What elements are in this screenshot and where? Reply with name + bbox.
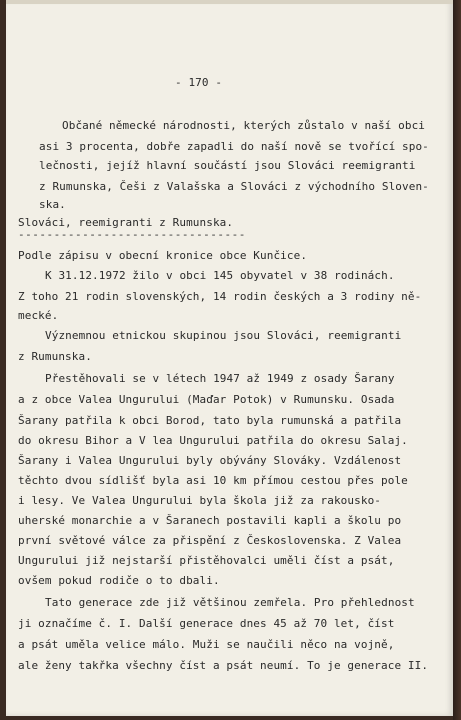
text-line: z Rumunska, Češi z Valašska a Slováci z východního Sloven- <box>39 180 429 193</box>
section-heading: Slováci, reemigranti z Rumunska. <box>18 216 234 229</box>
page-top-edge <box>6 0 453 4</box>
text-line: Občané německé národnosti, kterých zůstalo v naší obci <box>62 119 426 132</box>
text-line: a z obce Valea Ungurului (Maďar Potok) v Rumunsku. Osada <box>18 393 395 406</box>
text-line: i lesy. Ve Valea Ungurului byla škola již za rakousko- <box>18 494 382 507</box>
heading-underline: -------------------------------- <box>18 228 246 241</box>
text-line: K 31.12.1972 žilo v obci 145 obyvatel v 38 rodinách. <box>45 269 395 282</box>
text-line: ale ženy takřka všechny číst a psát neumí. To je generace II. <box>18 659 429 672</box>
text-line: Šarany patřila k obci Borod, tato byla rumunská a patřila <box>18 414 402 427</box>
text-line: ska. <box>39 198 66 211</box>
text-line: a psát uměla velice málo. Muži se naučili něco na vojně, <box>18 638 395 651</box>
text-line: ji označíme č. I. Další generace dnes 45 až 70 let, číst <box>18 617 395 630</box>
text-line: Šarany i Valea Ungurului byly obývány Slováky. Vzdálenost <box>18 454 402 467</box>
text-line: do okresu Bihor a V lea Ungurului patřila do okresu Salaj. <box>18 434 408 447</box>
text-line: Tato generace zde již většinou zemřela. Pro přehlednost <box>45 596 415 609</box>
text-line: uherské monarchie a v Šaranech postavili kapli a školu po <box>18 514 402 527</box>
text-line: lečnosti, jejíž hlavní součástí jsou Slováci reemigranti <box>39 159 416 172</box>
text-line: Význemnou etnickou skupinou jsou Slováci, reemigranti <box>45 329 402 342</box>
text-line: Přestěhovali se v létech 1947 až 1949 z osady Šarany <box>45 372 395 385</box>
text-line: mecké. <box>18 309 59 322</box>
text-line: Z toho 21 rodin slovenských, 14 rodin českých a 3 rodiny ně- <box>18 290 422 303</box>
text-line: první světové válce za přispění z Československa. Z Valea <box>18 534 402 547</box>
text-line: ovšem pokud rodiče o to dbali. <box>18 574 220 587</box>
text-line: Ungurului již nejstarší přistěhovalci uměli číst a psát, <box>18 554 395 567</box>
text-line: těchto dvou sídlišť byla asi 10 km přímou cestou přes pole <box>18 474 408 487</box>
text-line: asi 3 procenta, dobře zapadli do naší nově se tvořící spo- <box>39 140 429 153</box>
page-number: - 170 - <box>175 76 223 89</box>
page-shadow-edge <box>453 0 461 720</box>
text-line: z Rumunska. <box>18 350 92 363</box>
text-line: Podle zápisu v obecní kronice obce Kunčice. <box>18 249 308 262</box>
